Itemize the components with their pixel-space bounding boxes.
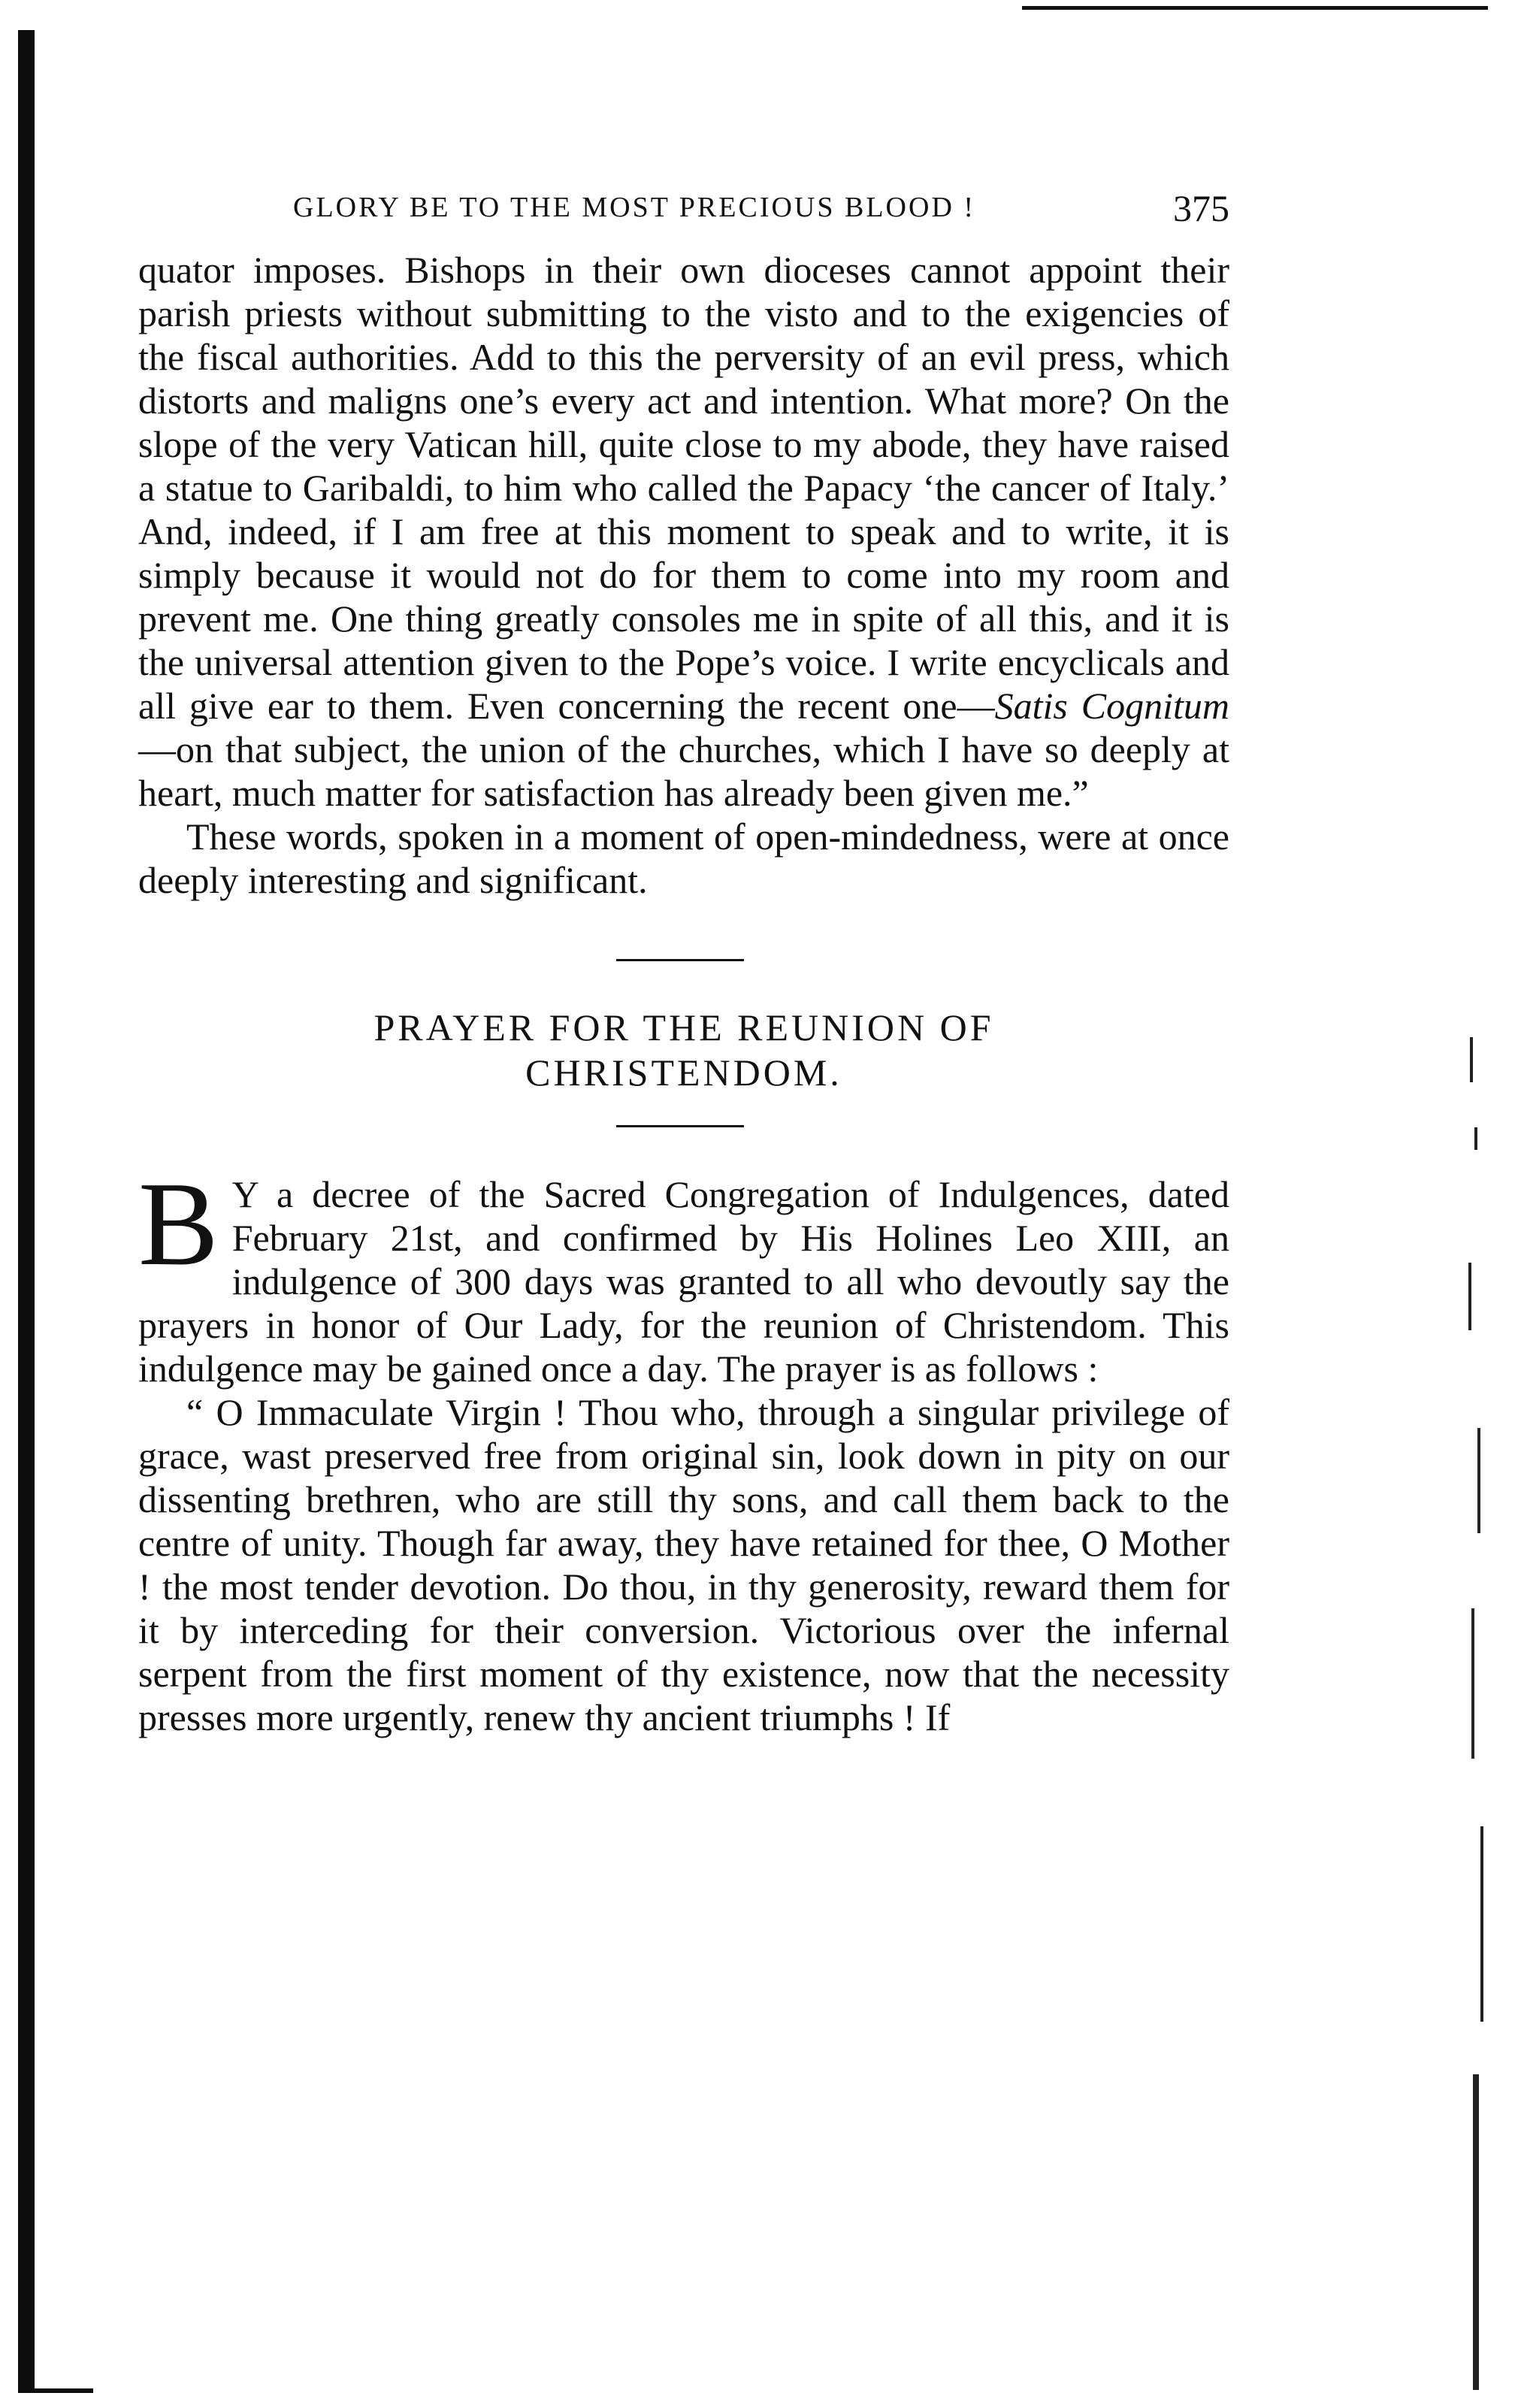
- page-number: 375: [1173, 187, 1229, 229]
- intro-paragraph: [138, 1157, 1229, 1390]
- section-heading-line2: CHRISTENDOM.: [525, 1051, 842, 1094]
- drop-cap-initial: B: [138, 1157, 219, 1290]
- encyclical-title: Satis Cognitum: [994, 685, 1230, 727]
- section-divider-top: [616, 959, 744, 961]
- running-head: [138, 180, 1229, 248]
- scan-edge-right-artifacts: [1465, 1037, 1495, 2397]
- scan-edge-bottom: [18, 2388, 93, 2393]
- prayer-paragraph: “ O Immaculate Virgin ! Thou who, through a singular privilege of grace, wast preserved free from original sin, look down in pity on our dissenting brethren, who are still thy sons, and call them back to the centre of unity. Though far away, they have retained for thee, O Mother ! the most tender devotion. Do thou, in thy generosity, reward them for it by interceding for their conversion. Victorious over the infernal serpent from the first moment of thy existence, now that the necessity presses more urgently, renew thy ancient triumphs ! If: [138, 1391, 1229, 1738]
- section-heading-line1: PRAYER FOR THE REUNION OF: [373, 1006, 994, 1048]
- running-title: GLORY BE TO THE MOST PRECIOUS BLOOD !: [293, 192, 976, 223]
- intro-text: Y a decree of the Sacred Congregation of Indulgences, dated February 21st, and confirmed by His Holines Leo XIII, an indulgence of 300 days was granted to all who devoutly say the prayers in honor of Our Lady, for the reunion of Christendom. This indulgence may be gained once a day. The prayer is as follows :: [138, 1173, 1229, 1390]
- closing-paragraph: These words, spoken in a moment of open-mindedness, were at once deeply interesting and significant.: [138, 815, 1229, 901]
- continuation-paragraph: [138, 248, 1229, 815]
- scan-edge-top: [1022, 6, 1488, 10]
- section-heading: [138, 1005, 1229, 1095]
- continuation-text-part1: quator imposes. Bishops in their own dioceses cannot appoint their parish priests without submitting to the visto and to the exigencies of the fiscal authorities. Add to this the perversity of an evil press, which distorts and maligns one’s every act and intention. What more? On the slope of the very Vatican hill, quite close to my abode, they have raised a statue to Garibaldi, to him who called the Papacy ‘the cancer of Italy.’ And, indeed, if I am free at this moment to speak and to write, it is simply because it would not do for them to come into my room and prevent me. One thing greatly consoles me in spite of all this, and it is the universal attention given to the Pope’s voice. I write encyclicals and all give ear to them. Even concerning the recent one—: [138, 249, 1229, 727]
- text-column: [138, 180, 1229, 1739]
- continuation-text-part2: —on that subject, the union of the churches, which I have so deeply at heart, much matter for satisfaction has already been given me.”: [138, 728, 1229, 814]
- scan-edge-left: [18, 30, 35, 2390]
- section-divider-bottom: [616, 1125, 744, 1127]
